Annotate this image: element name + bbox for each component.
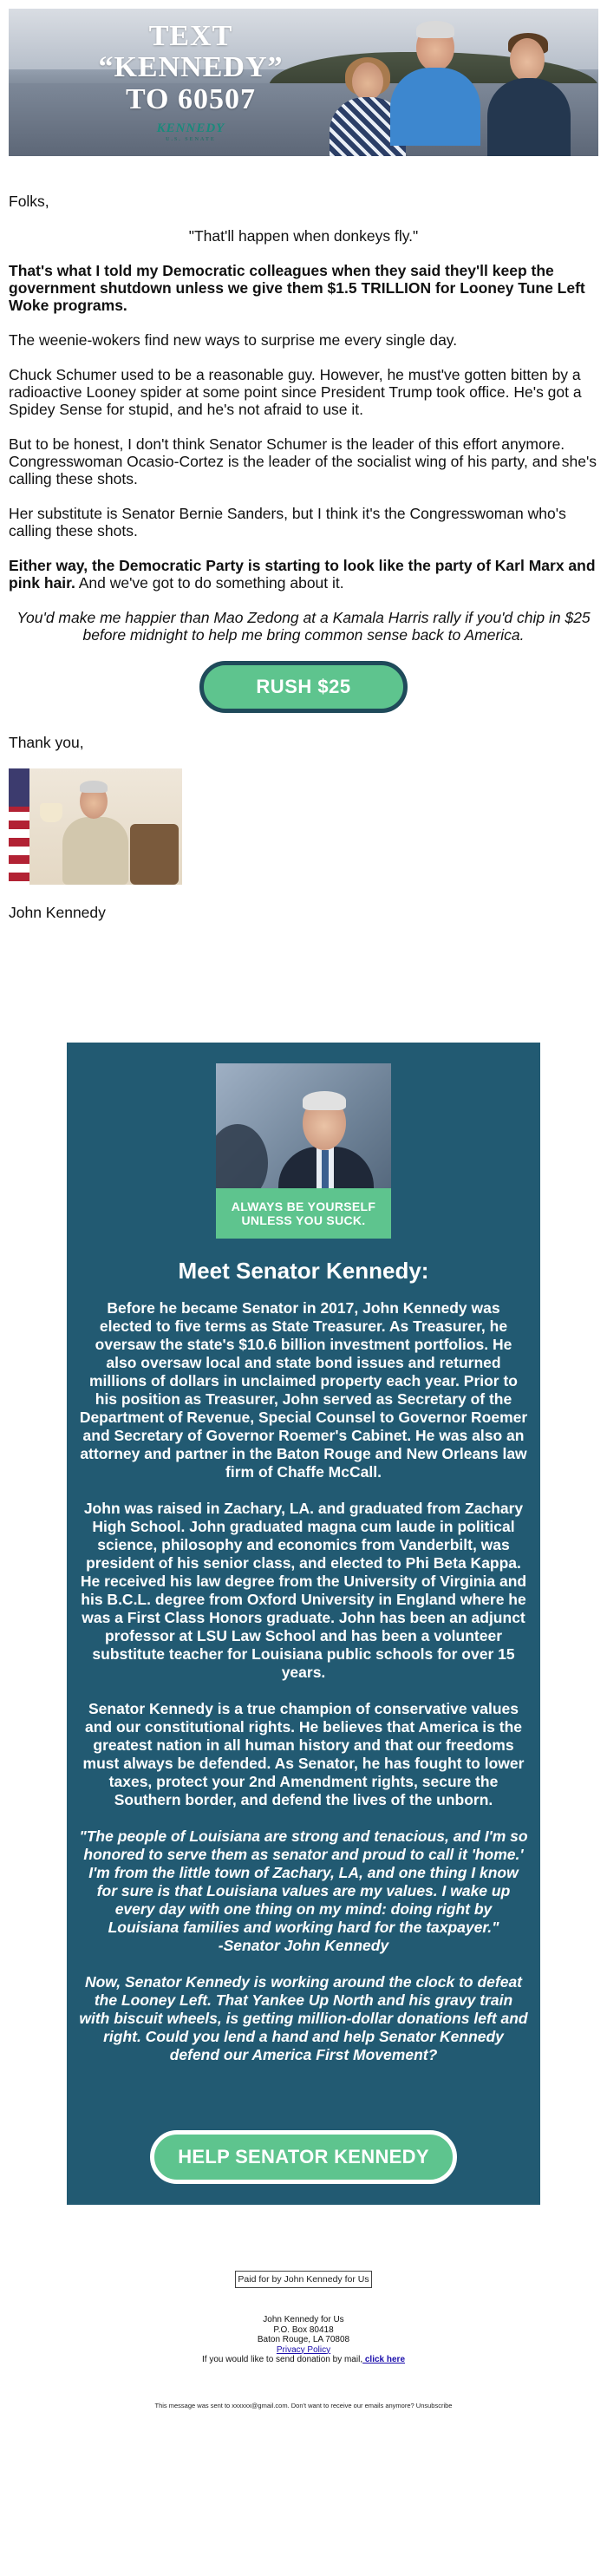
paid-for-disclaimer: Paid for by John Kennedy for Us [235,2271,372,2288]
privacy-policy-link[interactable]: Privacy Policy [276,2344,331,2355]
woman-head [352,62,383,101]
letter-body [9,193,598,938]
sitting-hair [80,781,108,793]
paragraph-6-rest: And we've got to do something about it. [75,574,344,592]
bio-paragraph-education: John was raised in Zachary, LA. and graduated from Zachary High School. John graduated magna cum laude in political science, philosophy and economics from Vanderbilt, was president of his senior class, and elected to Phi Beta Kappa. He received his law degree from the University of Virginia and his B.C.L. degree from Oxford University in England where he was a First Class Honors graduate. John has been an adjunct professor at LSU Law School and has been a volunteer substitute teacher for Louisiana public schools for over 15 years. [80,1500,527,1681]
paragraph-6 [9,557,598,592]
bio-quote [79,1827,528,1955]
young-man-body [487,78,571,156]
bio-paragraph-career: Before he became Senator in 2017, John Kennedy was elected to five terms as State Treasurer. As Treasurer, he oversaw the state's $10.6 billion investment portfolios. He also oversaw local and state bond issues and returned millions of dollars in unclaimed property each year. Prior to his position as Treasurer, John served as Secretary of the Department of Revenue, Special Counsel to Governor Roemer and Secretary of Governor Roemer's Cabinet. He was also an attorney and partner in the Baton Rouge and New Orleans law firm of Chaffe McCall. [79,1299,528,1481]
bio-section [67,1043,540,2205]
thanks-line: Thank you, [9,734,84,751]
paragraph-5: Her substitute is Senator Bernie Sanders, but I think it's the Congresswoman who's calling these shots. [9,505,566,539]
paragraph-1 [9,262,598,314]
photo-senator [390,24,480,156]
mail-donation-line [0,2355,607,2365]
bio-photo-caption: ALWAYS BE YOURSELF UNLESS YOU SUCK. [231,1200,376,1227]
kennedy-logo-text: KENNEDY [156,121,225,135]
address-org: John Kennedy for Us [263,2315,344,2324]
young-man-head [510,38,545,82]
donation-plea: You'd make me happier than Mao Zedong at a Kamala Harris rally if you'd chip in $25 before midnight to help me bring common sense back to America. [16,609,591,644]
hero-line-keyword: “KENNEDY” [98,51,284,83]
kennedy-logo [139,121,243,142]
bio-quote-signature: -Senator John Kennedy [218,1937,389,1954]
chair [130,824,179,885]
photo-young-man [487,38,571,156]
paragraph-4: But to be honest, I don't think Senator Schumer is the leader of this effort anymore. Congresswoman Ocasio-Cortez is the leader of the socialist wing of his party, and she's calling these shots. [9,435,597,487]
bio-paragraph-appeal: Now, Senator Kennedy is working around the clock to defeat the Looney Left. That Yankee Up North and his gravy train with biscuit wheels, is getting million-dollar donations left and right. Could you lend a hand and help Senator Kennedy defend our America First Movement? [79,1973,528,2063]
help-senator-kennedy-button[interactable]: HELP SENATOR KENNEDY [150,2130,457,2184]
bio-text [79,1299,528,2082]
unsubscribe-link[interactable]: Unsubscribe [414,2402,453,2409]
lamp [40,803,62,822]
kennedy-logo-sub: U.S. SENATE [166,137,216,142]
address-city: Baton Rouge, LA 70808 [257,2335,350,2344]
paragraph-3: Chuck Schumer used to be a reasonable guy. However, he must've gotten bitten by a radioactive Looney spider at some point since President Trump took office. He's got a Spidey Sense for stupid, and he's not afraid to use it. [9,366,582,418]
hero-banner [9,9,598,156]
hero-headline [78,21,304,116]
rush-25-button[interactable]: RUSH $25 [199,661,408,713]
bio-paragraph-values: Senator Kennedy is a true champion of conservative values and our constitutional rights. He believes that America is the greatest nation in all human history and that our freedoms must always be defended. As Senator, he has fought to lower taxes, protect your 2nd Amendment rights, secure the Southern border, and defend the lives of the unborn. [82,1700,525,1808]
bio-photo-caption-band [216,1188,391,1239]
senator-sitting-photo [9,768,182,885]
greeting: Folks, [9,193,49,210]
bio-photo-hair [303,1091,346,1110]
bio-title: Meet Senator Kennedy: [178,1258,429,1284]
hero-line-number: TO 60507 [125,83,256,115]
unsubscribe-text: This message was sent to xxxxxx@gmail.com. Don't want to receive our emails anymore? [154,2402,414,2409]
senator-hair [416,21,454,38]
paragraph-2: The weenie-wokers find new ways to surprise me every single day. [9,331,458,349]
opening-quote: "That'll happen when donkeys fly." [188,227,419,245]
paragraph-1-bold: That's what I told my Democratic colleagues when they said they'll keep the government shutdown unless we give them $1.5 TRILLION for Looney Tune Left Woke programs. [9,262,585,314]
unsubscribe-line [0,2402,607,2410]
paragraph-6-bold: Either way, the Democratic Party is starting to look like the party of Karl Marx and pink hair. [9,557,596,592]
bio-photo [216,1063,391,1239]
mail-donation-text: If you would like to send donation by mail, [201,2355,363,2364]
address-po-box: P.O. Box 80418 [273,2324,334,2335]
senator-body [390,68,480,146]
rush-button-wrap [9,661,598,713]
mailing-address [0,2315,607,2365]
hero-line-text: TEXT [148,20,233,52]
help-button-wrap [67,2130,540,2184]
sitting-body [62,817,128,885]
signature: John Kennedy [9,904,106,921]
flag-canton [9,768,29,807]
bio-quote-text: "The people of Louisiana are strong and tenacious, and I'm so honored to serve them as senator and proud to call it 'home.' I'm from the little town of Zachary, LA, and one thing I know for sure is that Louisiana values are my values. I wake up every day with one thing on my mind: doing right by Louisiana families and working hard for the taxpayer." [79,1827,528,1936]
mail-donation-link[interactable]: click here [362,2355,406,2364]
